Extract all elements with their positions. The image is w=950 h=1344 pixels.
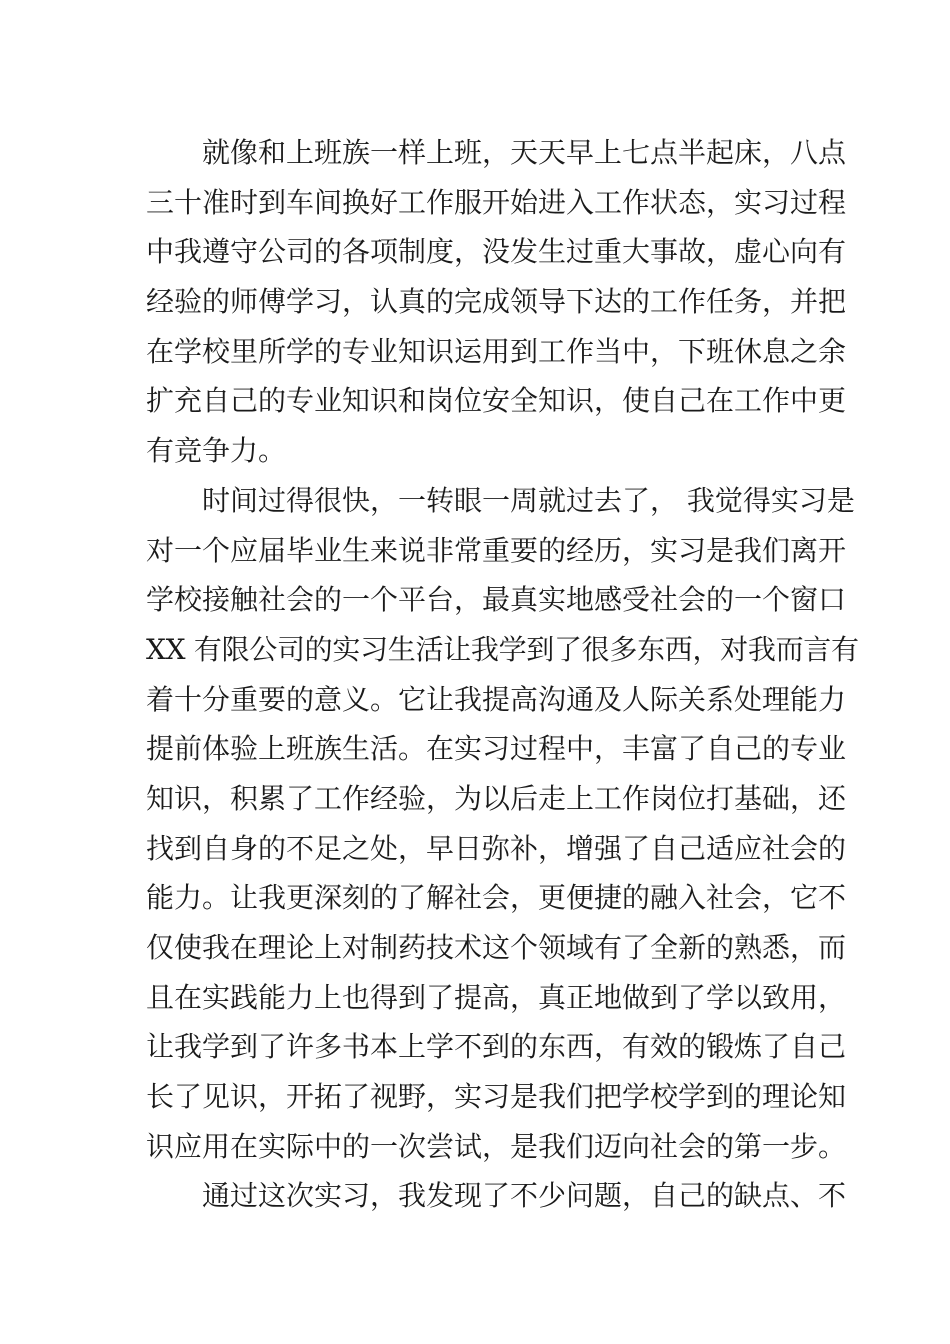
text-line: 三十准时到车间换好工作服开始进入工作状态，实习过程	[146, 185, 847, 219]
text-line: 识应用在实际中的一次尝试，是我们迈向社会的第一步。	[146, 1129, 847, 1163]
text-line: 对一个应届毕业生来说非常重要的经历，实习是我们离开	[146, 533, 847, 567]
text-line: 知识，积累了工作经验，为以后走上工作岗位打基础，还	[146, 781, 847, 815]
text-line: 让我学到了许多书本上学不到的东西，有效的锻炼了自己	[146, 1030, 847, 1064]
text-line: 且在实践能力上也得到了提高，真正地做到了学以致用，	[146, 980, 847, 1014]
text-line: 在学校里所学的专业知识运用到工作当中，下班休息之余	[146, 334, 847, 368]
paragraph-problems-found	[146, 1171, 847, 1221]
text-line: 提前体验上班族生活。在实习过程中，丰富了自己的专业	[146, 732, 847, 766]
paragraph-work-routine	[146, 128, 847, 476]
text-line: 扩充自己的专业知识和岗位安全知识，使自己在工作中更	[146, 384, 847, 418]
document-body	[146, 128, 859, 1221]
text-line: 能力。让我更深刻的了解社会，更便捷的融入社会，它不	[146, 881, 847, 915]
text-line: 中我遵守公司的各项制度，没发生过重大事故，虚心向有	[146, 235, 847, 269]
text-line: 就像和上班族一样上班，天天早上七点半起床，八点	[202, 136, 847, 169]
text-line: 仅使我在理论上对制药技术这个领域有了全新的熟悉，而	[146, 931, 847, 964]
paragraph-internship-value	[146, 476, 859, 1172]
text-line: 着十分重要的意义。它让我提高沟通及人际关系处理能力	[146, 682, 847, 716]
text-line: 经验的师傅学习，认真的完成领导下达的工作任务，并把	[146, 285, 847, 319]
text-line: XX 有限公司的实习生活让我学到了很多东西，对我而言有	[146, 632, 859, 666]
text-line: 长了见识，开拓了视野，实习是我们把学校学到的理论知	[146, 1080, 847, 1114]
text-line: 通过这次实习，我发现了不少问题，自己的缺点、不	[202, 1179, 847, 1213]
text-line: 有竞争力。	[146, 434, 287, 468]
text-line: 找到自身的不足之处，早日弥补，增强了自己适应社会的	[146, 831, 847, 865]
text-line: 时间过得很快，一转眼一周就过去了， 我觉得实习是	[202, 483, 855, 517]
text-line: 学校接触社会的一个平台，最真实地感受社会的一个窗口	[146, 583, 847, 617]
